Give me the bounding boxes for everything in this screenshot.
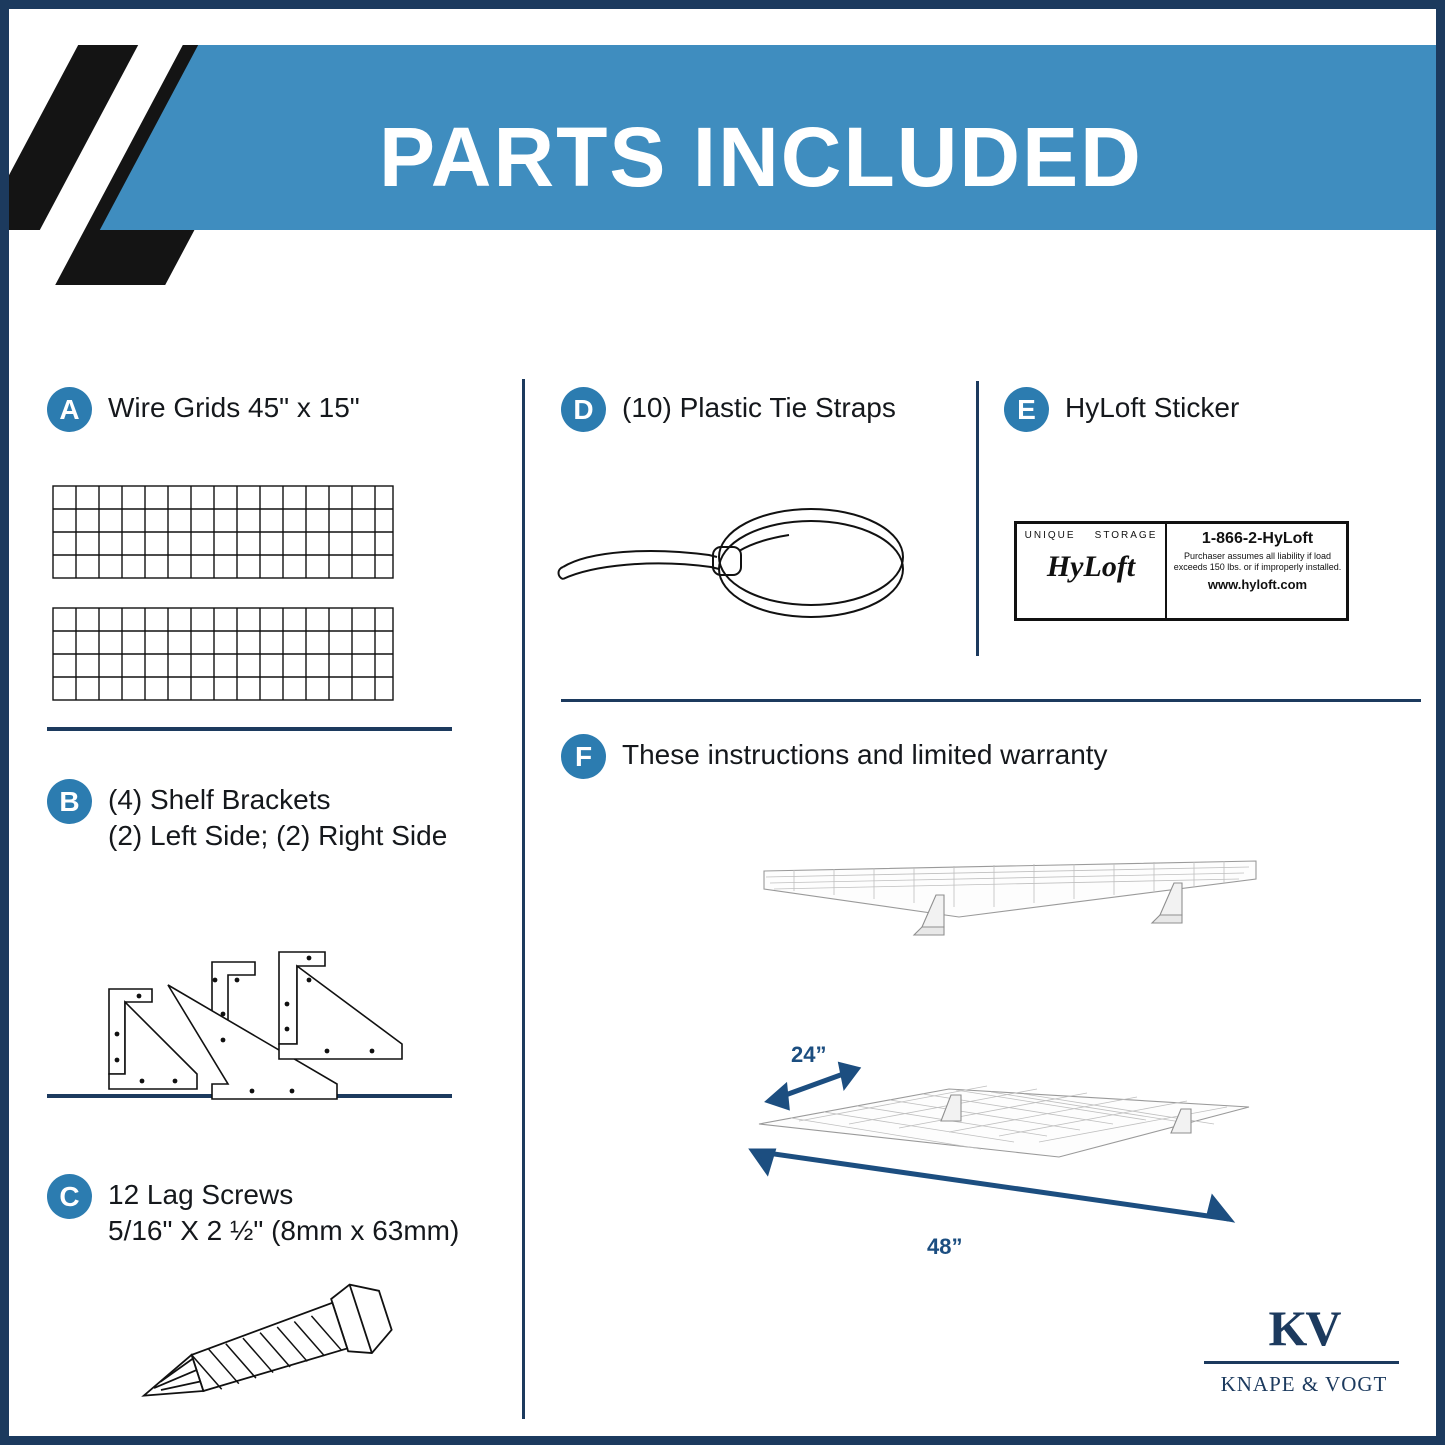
shelf-bracket-illustration xyxy=(47,884,512,1134)
part-a-label: Wire Grids 45" x 15" xyxy=(108,392,360,423)
part-a-header xyxy=(47,387,512,432)
kv-company-name: KNAPE & VOGT xyxy=(1220,1372,1388,1396)
part-e-section xyxy=(1004,387,1424,432)
part-f-section xyxy=(561,734,1421,779)
section-rule-d xyxy=(561,699,1421,702)
part-b-label xyxy=(108,779,447,854)
part-c-badge: C xyxy=(47,1174,92,1219)
part-b-label-line1: (4) Shelf Brackets xyxy=(108,784,331,815)
column-divider xyxy=(522,379,525,1419)
part-d-header xyxy=(561,387,961,432)
part-f-header xyxy=(561,734,1421,779)
width-dimension-label: 48” xyxy=(927,1234,963,1259)
sticker-info-panel xyxy=(1167,524,1346,618)
part-c-label-line1: 12 Lag Screws xyxy=(108,1179,294,1210)
column-divider-upper xyxy=(976,381,979,656)
part-e-label: HyLoft Sticker xyxy=(1065,392,1240,423)
sticker-brand-panel xyxy=(1017,524,1167,618)
knape-vogt-logo xyxy=(1204,1299,1404,1397)
sticker-tagline-right: STORAGE xyxy=(1094,530,1158,541)
kv-monogram: KV xyxy=(1268,1300,1340,1356)
lag-screw-illustration xyxy=(47,1277,512,1445)
part-b-header xyxy=(47,779,512,854)
part-d-badge: D xyxy=(561,387,606,432)
hyloft-sticker xyxy=(1014,521,1349,621)
part-b-label-line2: (2) Left Side; (2) Right Side xyxy=(108,819,448,851)
part-e-badge: E xyxy=(1004,387,1049,432)
sticker-brand-name: HyLoft xyxy=(1046,550,1136,583)
header-banner xyxy=(9,9,1436,299)
sticker-tagline-left: UNIQUE xyxy=(1024,530,1076,541)
sticker-website: www.hyloft.com xyxy=(1207,576,1308,592)
shelf-illustration-top xyxy=(744,849,1284,979)
page-title: PARTS INCLUDED xyxy=(379,110,1143,204)
part-d-label: (10) Plastic Tie Straps xyxy=(622,392,896,423)
sticker-phone: 1-866-2-HyLoft xyxy=(1201,530,1314,547)
sticker-liability-note: Purchaser assumes all liability if load exceeds 150 lbs. or if improperly installed. xyxy=(1173,551,1342,573)
tie-strap-illustration xyxy=(549,489,969,649)
part-b-badge: B xyxy=(47,779,92,824)
part-c-section xyxy=(47,1174,512,1445)
depth-dimension-label: 24” xyxy=(791,1042,827,1067)
part-f-badge: F xyxy=(561,734,606,779)
part-f-label: These instructions and limited warranty xyxy=(622,739,1108,770)
part-a-section xyxy=(47,387,512,730)
part-a-badge: A xyxy=(47,387,92,432)
part-d-section xyxy=(561,387,961,432)
part-c-label-line2: 5/16" X 2 ½" (8mm x 63mm) xyxy=(108,1214,460,1246)
part-b-section xyxy=(47,779,512,1134)
sticker-tagline xyxy=(1017,530,1165,541)
wire-grid-illustration xyxy=(47,480,512,730)
part-e-header xyxy=(1004,387,1424,432)
part-c-header xyxy=(47,1174,512,1249)
part-c-label xyxy=(108,1174,459,1249)
kv-logo-rule xyxy=(1204,1361,1399,1364)
